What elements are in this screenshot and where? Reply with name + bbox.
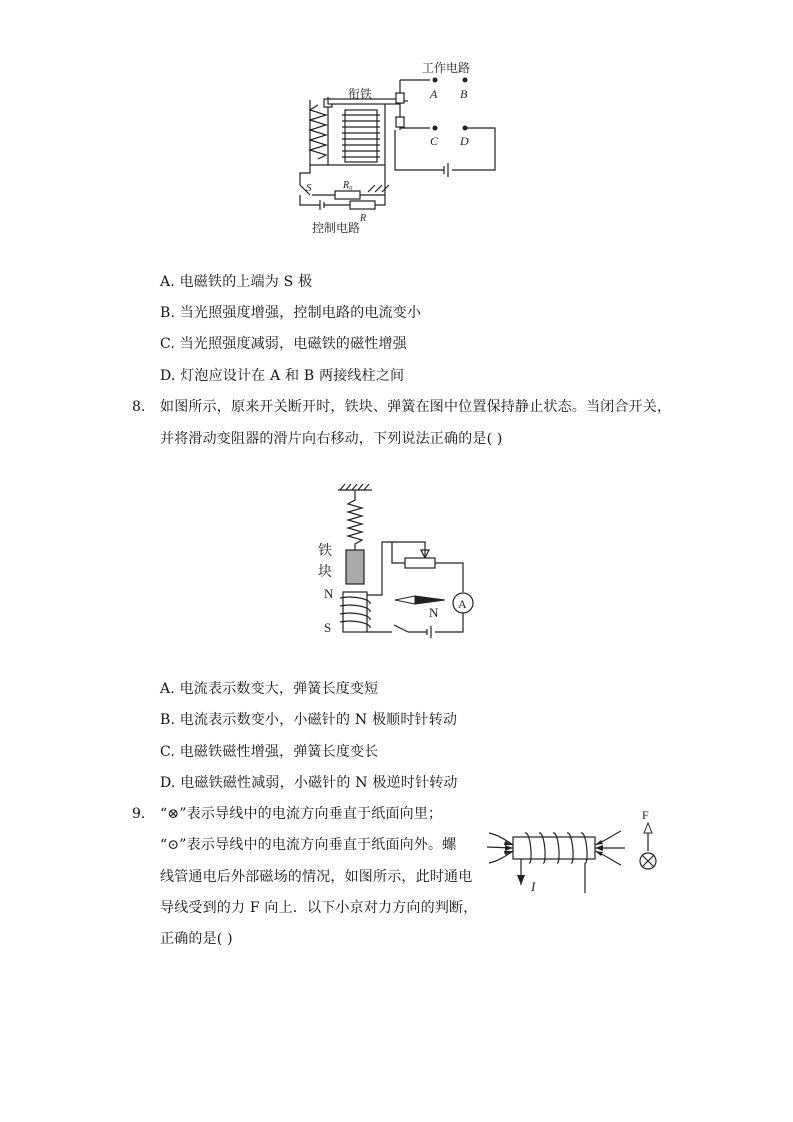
- label-work-circuit: 工作电路: [422, 61, 471, 75]
- q8-number: 8.: [132, 399, 146, 415]
- label-iron-2: 块: [318, 565, 332, 580]
- label-control-circuit: 控制电路: [312, 221, 361, 235]
- label-d: D: [460, 134, 469, 148]
- q7-option-c: C. 当光照强度减弱，电磁铁的磁性增强: [160, 336, 407, 352]
- label-r: R: [360, 213, 367, 224]
- label-b: B: [460, 87, 468, 101]
- q9-line-3: 线管通电后外部磁场的情况，如图所示，此时通电: [160, 869, 473, 885]
- q8-option-a: A. 电流表示数变大，弹簧长度变短: [160, 681, 379, 697]
- label-ammeter: A: [458, 597, 467, 611]
- label-coil-n: N: [324, 586, 334, 601]
- label-needle-n: N: [429, 605, 439, 620]
- q8-option-d: D. 电磁铁磁性减弱，小磁针的 N 极逆时针转动: [160, 775, 458, 791]
- label-coil-s: S: [324, 620, 332, 635]
- solenoid-field-figure: [485, 805, 665, 900]
- label-force-f: F: [642, 808, 649, 822]
- label-switch-s: S: [306, 182, 312, 194]
- label-armature: 衔铁: [348, 87, 373, 101]
- q7-option-a: A. 电磁铁的上端为 S 极: [160, 274, 313, 290]
- q7-option-d: D. 灯泡应设计在 A 和 B 两接线柱之间: [160, 368, 405, 384]
- label-iron-1: 铁: [318, 544, 332, 559]
- q7-option-b: B. 当光照强度增强，控制电路的电流变小: [160, 305, 422, 321]
- q9-line-5: 正确的是( ): [160, 931, 233, 947]
- q9-number: 9.: [132, 806, 146, 822]
- q8-option-b: B. 电流表示数变小，小磁针的 N 极顺时针转动: [160, 712, 458, 728]
- q9-line-1: “⊗”表示导线中的电流方向垂直于纸面向里；: [160, 806, 443, 822]
- q9-line-4: 导线受到的力 F 向上．以下小京对力方向的判断，: [160, 900, 478, 916]
- q9-line-2: “⊙”表示导线中的电流方向垂直于纸面向外。螺: [160, 837, 457, 853]
- spring-electromagnet-figure: [310, 480, 480, 640]
- q8-stem-line2: 并将滑动变阻器的滑片向右移动，下列说法正确的是( ): [160, 431, 503, 447]
- label-r0: R₀: [343, 180, 353, 191]
- label-a: A: [430, 87, 438, 101]
- relay-circuit-figure: [290, 55, 510, 240]
- label-c: C: [430, 134, 439, 148]
- q8-option-c: C. 电磁铁磁性增强，弹簧长度变长: [160, 744, 379, 760]
- q8-stem-line1: 如图所示，原来开关断开时，铁块、弹簧在图中位置保持静止状态。当闭合开关，: [160, 399, 672, 415]
- label-current-i: I: [531, 879, 536, 894]
